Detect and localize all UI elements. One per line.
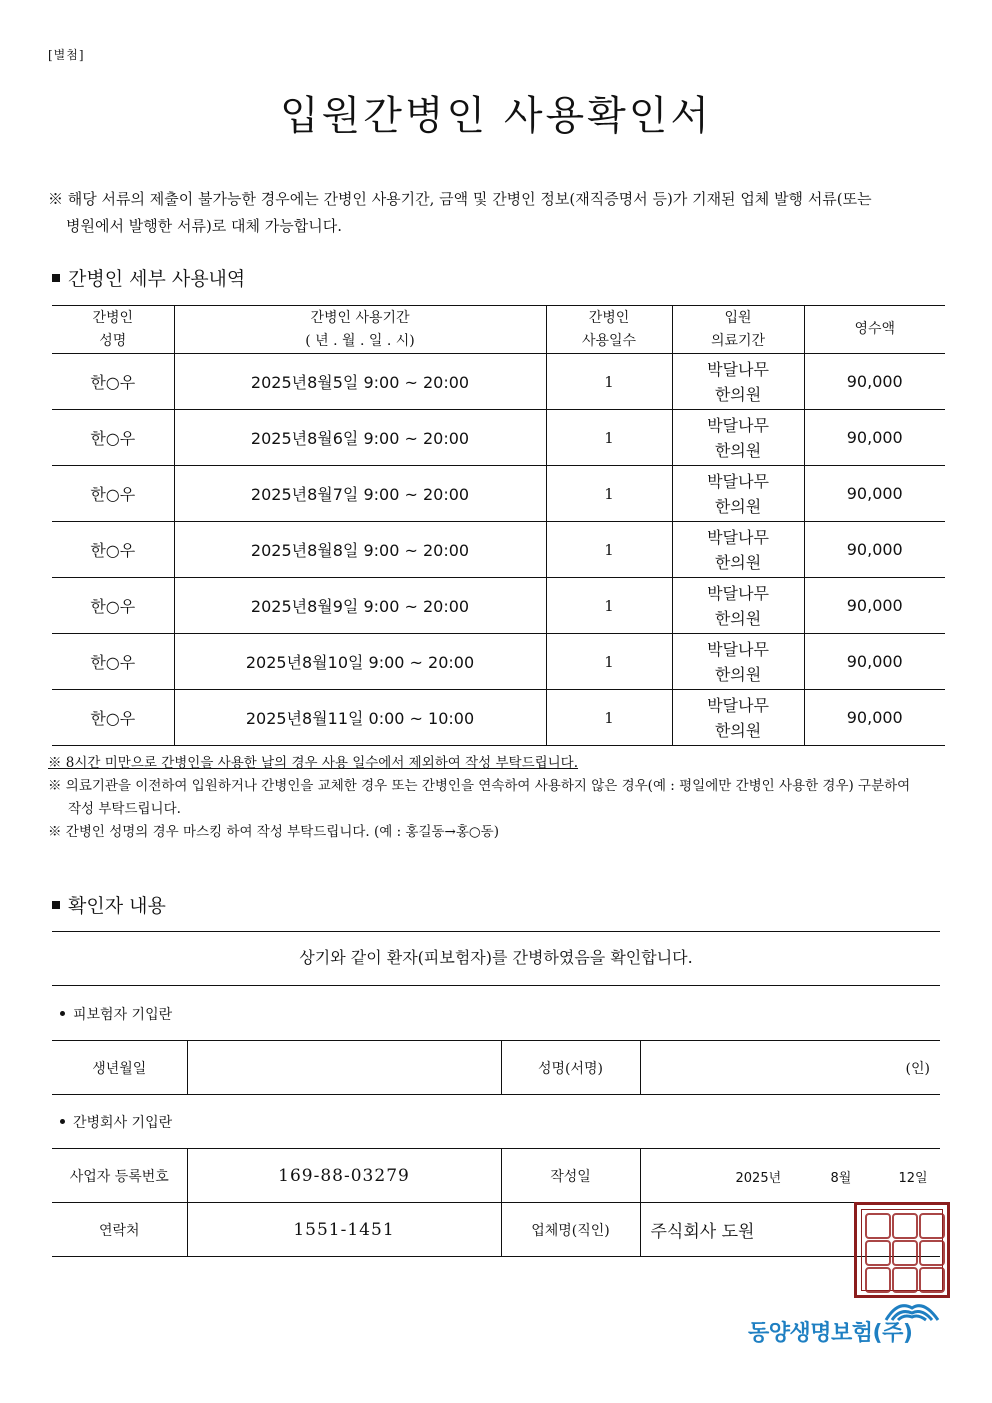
row-amount: 90,000	[804, 690, 945, 746]
row-amount: 90,000	[804, 522, 945, 578]
seal-glyph	[919, 1267, 945, 1293]
row-amount: 90,000	[804, 466, 945, 522]
confirm-statement: 상기와 같이 환자(피보험자)를 간병하였음을 확인합니다.	[299, 948, 693, 967]
row-amount: 90,000	[804, 578, 945, 634]
row-institution	[672, 466, 804, 522]
row-period: 2025년8월11일 0:00 ~ 10:00	[174, 690, 546, 746]
confirm-section-heading	[52, 891, 166, 918]
header-name	[52, 306, 174, 354]
row-days: 1	[546, 522, 672, 578]
signature-label: 성명(서명)	[501, 1041, 640, 1095]
date-year: 2025년	[735, 1171, 782, 1186]
row-name: 한○우	[52, 634, 174, 690]
row-institution	[672, 522, 804, 578]
header-institution	[672, 306, 804, 354]
header-inst-l1: 입원	[724, 309, 752, 326]
row-name: 한○우	[52, 690, 174, 746]
seal-glyph	[919, 1240, 945, 1266]
table-row	[52, 690, 945, 746]
row-days: 1	[546, 690, 672, 746]
inst-l1: 박달나무	[707, 527, 769, 547]
row-amount: 90,000	[804, 354, 945, 410]
header-amount: 영수액	[804, 306, 945, 354]
inst-l1: 박달나무	[707, 695, 769, 715]
company-row-1	[52, 1149, 940, 1203]
company-heading-text: 간병회사 기입란	[73, 1115, 173, 1131]
insured-heading	[60, 1004, 172, 1024]
note-transfer-line2: 작성 부탁드립니다.	[68, 801, 181, 817]
row-name: 한○우	[52, 578, 174, 634]
note-min-hours: ※ 8시간 미만으로 간병인을 사용한 날의 경우 사용 일수에서 제외하여 작성 부탁드립니다.	[48, 755, 579, 771]
table-row	[52, 410, 945, 466]
inst-l2: 한의원	[714, 440, 762, 460]
seal-glyph	[919, 1213, 945, 1239]
header-days-l2: 사용일수	[581, 332, 637, 349]
row-days: 1	[546, 410, 672, 466]
date-day: 12일	[898, 1171, 928, 1186]
birth-label: 생년월일	[52, 1041, 187, 1095]
dot-bullet-icon	[60, 1011, 65, 1016]
contact-label: 연락처	[52, 1203, 187, 1257]
inst-l1: 박달나무	[707, 639, 769, 659]
seal-glyph	[892, 1240, 918, 1266]
date-value	[640, 1149, 940, 1203]
row-name: 한○우	[52, 354, 174, 410]
table-row	[52, 634, 945, 690]
date-label: 작성일	[501, 1149, 640, 1203]
company-name-value: 주식회사 도원	[640, 1203, 940, 1257]
header-name-l2: 성명	[99, 332, 127, 349]
seal-mark-text: (인)	[905, 1060, 930, 1077]
confirm-heading-text: 확인자 내용	[68, 895, 166, 917]
header-days	[546, 306, 672, 354]
row-period: 2025년8월8일 9:00 ~ 20:00	[174, 522, 546, 578]
bizno-value: 169-88-03279	[187, 1149, 501, 1203]
inst-l1: 박달나무	[707, 471, 769, 491]
top-note	[48, 186, 948, 240]
seal-glyph	[865, 1240, 891, 1266]
signature-field[interactable]	[640, 1041, 940, 1095]
inst-l2: 한의원	[714, 552, 762, 572]
seal-glyph	[892, 1267, 918, 1293]
row-days: 1	[546, 466, 672, 522]
row-institution	[672, 410, 804, 466]
date-month: 8월	[830, 1171, 852, 1186]
divider	[52, 985, 940, 986]
table-row	[52, 354, 945, 410]
row-period: 2025년8월6일 9:00 ~ 20:00	[174, 410, 546, 466]
inst-l2: 한의원	[714, 664, 762, 684]
row-institution	[672, 634, 804, 690]
company-form	[52, 1148, 940, 1257]
usage-section-heading	[52, 264, 245, 291]
inst-l1: 박달나무	[707, 359, 769, 379]
company-row-2	[52, 1203, 940, 1257]
header-inst-l2: 의료기간	[710, 332, 766, 349]
usage-notes	[48, 752, 948, 844]
company-heading	[60, 1112, 172, 1132]
seal-glyph	[865, 1267, 891, 1293]
header-name-l1: 간병인	[92, 309, 134, 326]
row-amount: 90,000	[804, 634, 945, 690]
row-name: 한○우	[52, 522, 174, 578]
note-transfer-line1: ※ 의료기관을 이전하여 입원하거나 간병인을 교체한 경우 또는 간병인을 연속하여 사용하지 않은 경우(예 : 평일에만 간병인 사용한 경우) 구분하여	[48, 778, 911, 794]
divider	[52, 931, 940, 932]
table-row	[52, 578, 945, 634]
usage-table	[52, 305, 945, 746]
table-row	[52, 522, 945, 578]
top-note-line1: ※ 해당 서류의 제출이 불가능한 경우에는 간병인 사용기간, 금액 및 간병인 정보(재직증명서 등)가 기재된 업체 발행 서류(또는	[48, 190, 872, 208]
inst-l2: 한의원	[714, 608, 762, 628]
seal-glyph	[865, 1213, 891, 1239]
bizno-label: 사업자 등록번호	[52, 1149, 187, 1203]
page-title: 입원간병인 사용확인서	[279, 93, 713, 139]
table-row	[52, 466, 945, 522]
company-logo-text: 동양생명보험(주)	[748, 1321, 913, 1346]
row-name: 한○우	[52, 410, 174, 466]
usage-table-header	[52, 306, 945, 354]
insured-row	[52, 1041, 940, 1095]
row-amount: 90,000	[804, 410, 945, 466]
header-period	[174, 306, 546, 354]
top-note-line2: 병원에서 발행한 서류)로 대체 가능합니다.	[66, 217, 343, 235]
attachment-label: [별첨]	[48, 48, 85, 62]
row-institution	[672, 690, 804, 746]
birth-input[interactable]	[187, 1041, 501, 1095]
inst-l2: 한의원	[714, 720, 762, 740]
row-institution	[672, 354, 804, 410]
header-days-l1: 간병인	[588, 309, 630, 326]
dot-bullet-icon	[60, 1119, 65, 1124]
seal-glyph	[892, 1213, 918, 1239]
inst-l2: 한의원	[714, 496, 762, 516]
usage-heading-text: 간병인 세부 사용내역	[68, 268, 246, 290]
square-bullet-icon	[52, 901, 60, 909]
insured-form	[52, 1040, 940, 1095]
header-period-l1: 간병인 사용기간	[310, 309, 410, 326]
row-period: 2025년8월7일 9:00 ~ 20:00	[174, 466, 546, 522]
row-name: 한○우	[52, 466, 174, 522]
header-period-l2: ( 년 . 월 . 일 . 시)	[305, 332, 415, 349]
row-days: 1	[546, 578, 672, 634]
company-seal-icon	[854, 1202, 950, 1298]
insured-heading-text: 피보험자 기입란	[73, 1007, 173, 1023]
row-days: 1	[546, 354, 672, 410]
row-days: 1	[546, 634, 672, 690]
inst-l1: 박달나무	[707, 415, 769, 435]
row-period: 2025년8월9일 9:00 ~ 20:00	[174, 578, 546, 634]
square-bullet-icon	[52, 274, 60, 282]
inst-l1: 박달나무	[707, 583, 769, 603]
row-period: 2025년8월10일 9:00 ~ 20:00	[174, 634, 546, 690]
row-institution	[672, 578, 804, 634]
contact-value: 1551-1451	[187, 1203, 501, 1257]
inst-l2: 한의원	[714, 384, 762, 404]
company-name-label: 업체명(직인)	[501, 1203, 640, 1257]
note-masking: ※ 간병인 성명의 경우 마스킹 하여 작성 부탁드립니다. (예 : 홍길동→홍○동)	[48, 824, 499, 840]
row-period: 2025년8월5일 9:00 ~ 20:00	[174, 354, 546, 410]
